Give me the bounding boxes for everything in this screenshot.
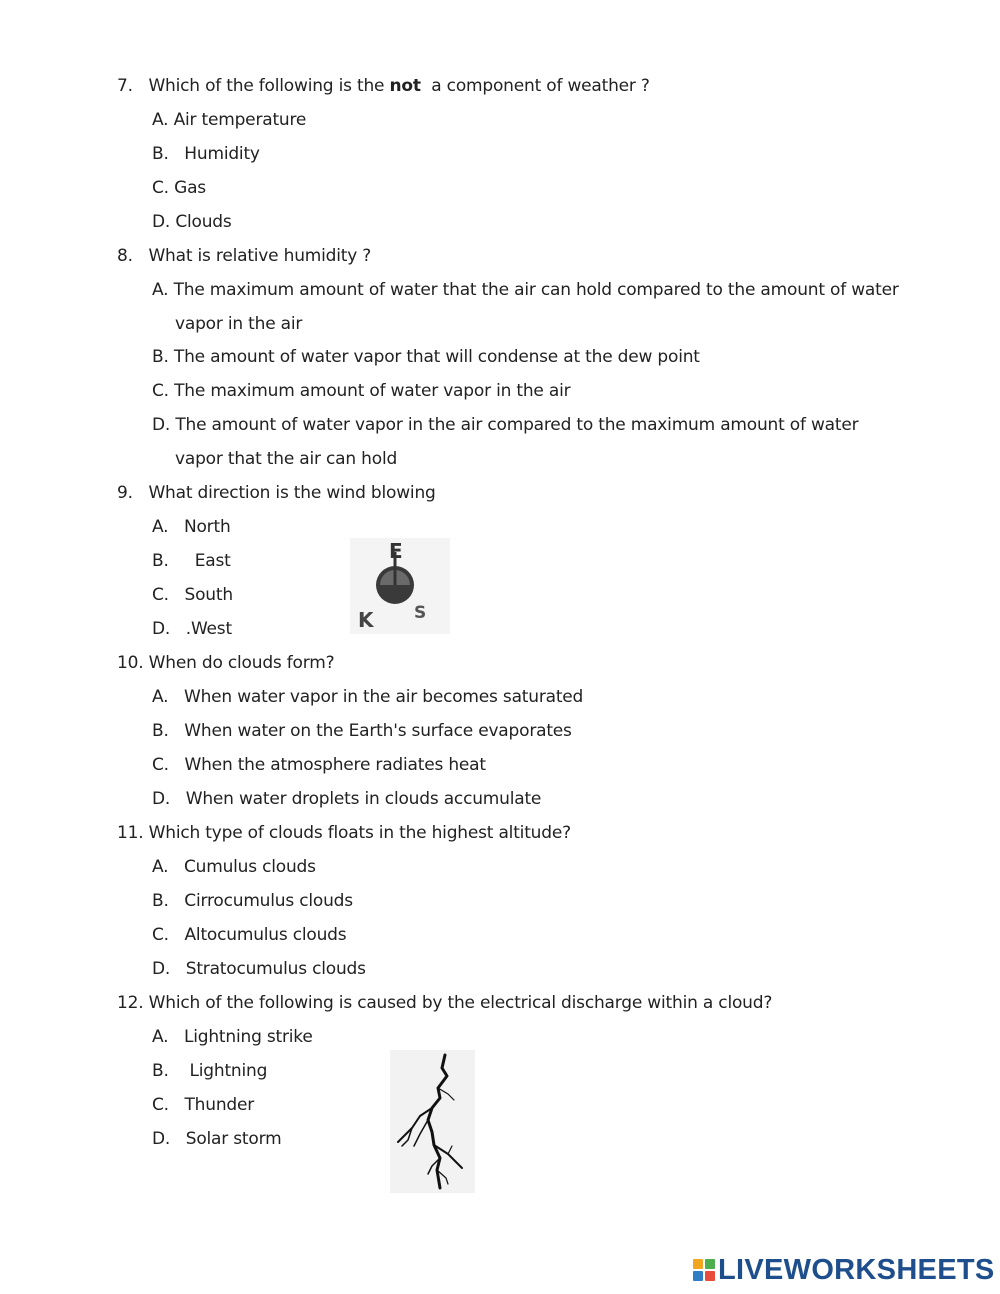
- option-8d-continued: [175, 448, 397, 470]
- option-text: Cumulus clouds: [183, 857, 316, 877]
- option-letter: D.: [152, 415, 171, 435]
- option-12b[interactable]: [152, 1060, 267, 1082]
- option-8d[interactable]: [152, 414, 858, 436]
- option-11c[interactable]: [152, 924, 346, 946]
- option-text: North: [183, 517, 231, 537]
- option-text: When water vapor in the air becomes saturated: [183, 687, 584, 707]
- option-11a[interactable]: [152, 856, 316, 878]
- option-letter: C.: [152, 1095, 169, 1115]
- option-letter: A.: [152, 1027, 169, 1047]
- option-9c[interactable]: [152, 584, 233, 606]
- option-letter: D.: [152, 212, 171, 232]
- option-text: Altocumulus clouds: [184, 925, 347, 945]
- option-text: The amount of water vapor that will condense at the dew point: [173, 347, 700, 367]
- question-9: [117, 482, 436, 504]
- option-text: Lightning: [189, 1061, 268, 1081]
- question-number: 7.: [117, 76, 133, 96]
- option-letter: A.: [152, 517, 169, 537]
- option-text: South: [184, 585, 233, 605]
- question-10: [117, 652, 334, 674]
- question-text: Which of the following is the: [148, 76, 385, 96]
- question-text: Which type of clouds floats in the highest altitude?: [148, 823, 571, 843]
- logo-text: LIVEWORKSHEETS: [718, 1254, 995, 1286]
- option-text: East: [194, 551, 231, 571]
- question-text: What is relative humidity ?: [148, 246, 372, 266]
- option-9b[interactable]: [152, 550, 231, 572]
- option-8a-continued: [175, 313, 302, 335]
- option-letter: A.: [152, 857, 169, 877]
- option-text: .West: [185, 619, 232, 639]
- question-emphasis: not: [389, 76, 421, 96]
- option-10a[interactable]: [152, 686, 583, 708]
- wind-direction-diagram: [350, 538, 450, 634]
- option-text: Solar storm: [185, 1129, 282, 1149]
- option-text: The maximum amount of water that the air can hold compared to the amount of water: [173, 280, 899, 300]
- option-letter: C.: [152, 755, 169, 775]
- option-12d[interactable]: [152, 1128, 281, 1150]
- label-s: S: [414, 603, 427, 623]
- question-number: 12.: [117, 993, 144, 1013]
- option-letter: D.: [152, 619, 171, 639]
- logo-block: [705, 1259, 715, 1269]
- option-text: When water on the Earth's surface evaporates: [184, 721, 572, 741]
- logo-block: [693, 1271, 703, 1281]
- option-8c[interactable]: [152, 380, 570, 402]
- option-11b[interactable]: [152, 890, 353, 912]
- question-text: When do clouds form?: [148, 653, 335, 673]
- option-letter: A.: [152, 687, 169, 707]
- option-text: When the atmosphere radiates heat: [184, 755, 486, 775]
- question-11: [117, 822, 571, 844]
- option-letter: B.: [152, 891, 169, 911]
- option-text: The maximum amount of water vapor in the air: [174, 381, 571, 401]
- option-9d[interactable]: [152, 618, 232, 640]
- question-number: 9.: [117, 483, 133, 503]
- option-letter: B.: [152, 551, 169, 571]
- option-text: Cirrocumulus clouds: [184, 891, 353, 911]
- logo-block: [705, 1271, 715, 1281]
- label-k: K: [358, 608, 374, 632]
- option-letter: C.: [152, 925, 169, 945]
- question-8: [117, 245, 371, 267]
- option-text: Clouds: [175, 212, 232, 232]
- option-letter: B.: [152, 721, 169, 741]
- liveworksheets-logo: [693, 1255, 995, 1285]
- question-12: [117, 992, 772, 1014]
- option-text: vapor that the air can hold: [175, 449, 398, 469]
- option-7c[interactable]: [152, 177, 206, 199]
- option-text: Lightning strike: [183, 1027, 313, 1047]
- option-letter: A.: [152, 280, 169, 300]
- lightning-image: [390, 1050, 475, 1193]
- option-7a[interactable]: [152, 109, 306, 131]
- question-7: [117, 75, 650, 97]
- option-text: When water droplets in clouds accumulate: [185, 789, 542, 809]
- option-letter: A.: [152, 110, 169, 130]
- question-number: 11.: [117, 823, 144, 843]
- option-text: Humidity: [184, 144, 260, 164]
- option-letter: C.: [152, 178, 169, 198]
- option-12c[interactable]: [152, 1094, 254, 1116]
- option-10c[interactable]: [152, 754, 486, 776]
- option-8a[interactable]: [152, 279, 899, 301]
- question-text: What direction is the wind blowing: [148, 483, 436, 503]
- option-12a[interactable]: [152, 1026, 313, 1048]
- option-text: Air temperature: [173, 110, 307, 130]
- logo-blocks-icon: [693, 1259, 715, 1281]
- question-text: Which of the following is caused by the electrical discharge within a cloud?: [148, 993, 773, 1013]
- option-letter: C.: [152, 585, 169, 605]
- figure-background: [390, 1050, 475, 1193]
- option-10b[interactable]: [152, 720, 572, 742]
- logo-block: [693, 1259, 703, 1269]
- option-letter: D.: [152, 959, 171, 979]
- option-10d[interactable]: [152, 788, 541, 810]
- option-text: Thunder: [184, 1095, 255, 1115]
- option-text: Gas: [174, 178, 206, 198]
- option-letter: B.: [152, 1061, 169, 1081]
- option-11d[interactable]: [152, 958, 366, 980]
- question-number: 8.: [117, 246, 133, 266]
- option-8b[interactable]: [152, 346, 700, 368]
- option-7d[interactable]: [152, 211, 232, 233]
- question-text-end: a component of weather ?: [431, 76, 650, 96]
- option-text: Stratocumulus clouds: [185, 959, 366, 979]
- label-e: E: [389, 539, 403, 563]
- option-7b[interactable]: [152, 143, 260, 165]
- option-text: The amount of water vapor in the air compared to the maximum amount of water: [175, 415, 859, 435]
- option-letter: B.: [152, 144, 169, 164]
- option-9a[interactable]: [152, 516, 231, 538]
- option-text: vapor in the air: [175, 314, 303, 334]
- question-number: 10.: [117, 653, 144, 673]
- option-letter: D.: [152, 789, 171, 809]
- option-letter: C.: [152, 381, 169, 401]
- option-letter: B.: [152, 347, 169, 367]
- option-letter: D.: [152, 1129, 171, 1149]
